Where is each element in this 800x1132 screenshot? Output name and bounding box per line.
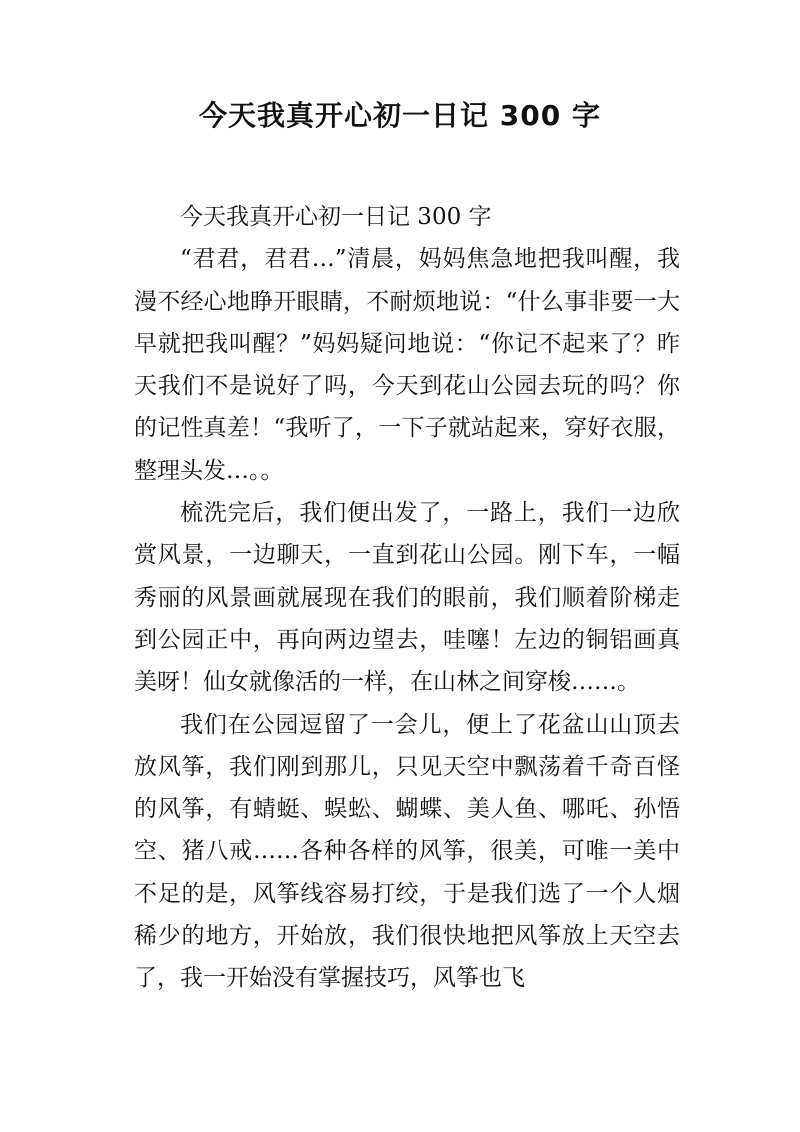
paragraph-subtitle: 今天我真开心初一日记 300 字 [180,204,492,230]
paragraph-3: 我们在公园逗留了一会儿，便上了花盆山山顶去放风筝，我们刚到那儿，只见天空中飘荡着千奇百怪的风筝，有蜻蜓、蜈蚣、蝴蝶、美人鱼、哪吒、孙悟空、猪八戒……各种各样的风筝，很美，可唯一美中不足的是，风筝线容易打绞，于是我们选了一个人烟稀少的地方，开始放，我们很快地把风筝放上天空去了，我一开始没有掌握技巧，风筝也飞 [134,711,680,992]
document-body [134,196,680,1000]
paragraph-2: 梳洗完后，我们便出发了，一路上，我们一边欣赏风景，一边聊天，一直到花山公园。刚下车，一幅秀丽的风景画就展现在我们的眼前，我们顺着阶梯走到公园正中，再向两边望去，哇噻！左边的铜铝画真美呀！仙女就像活的一样，在山林之间穿梭……。 [134,500,680,696]
paragraph-1: “君君，君君…”清晨，妈妈焦急地把我叫醒，我漫不经心地睁开眼睛，不耐烦地说：“什么事非要一大早就把我叫醒？”妈妈疑问地说：“你记不起来了？昨天我们不是说好了吗，今天到花山公园去玩的吗？你的记性真差！“我听了，一下子就站起来，穿好衣服，整理头发…。。 [134,246,680,484]
document-title: 今天我真开心初一日记 300 字 [199,99,601,132]
